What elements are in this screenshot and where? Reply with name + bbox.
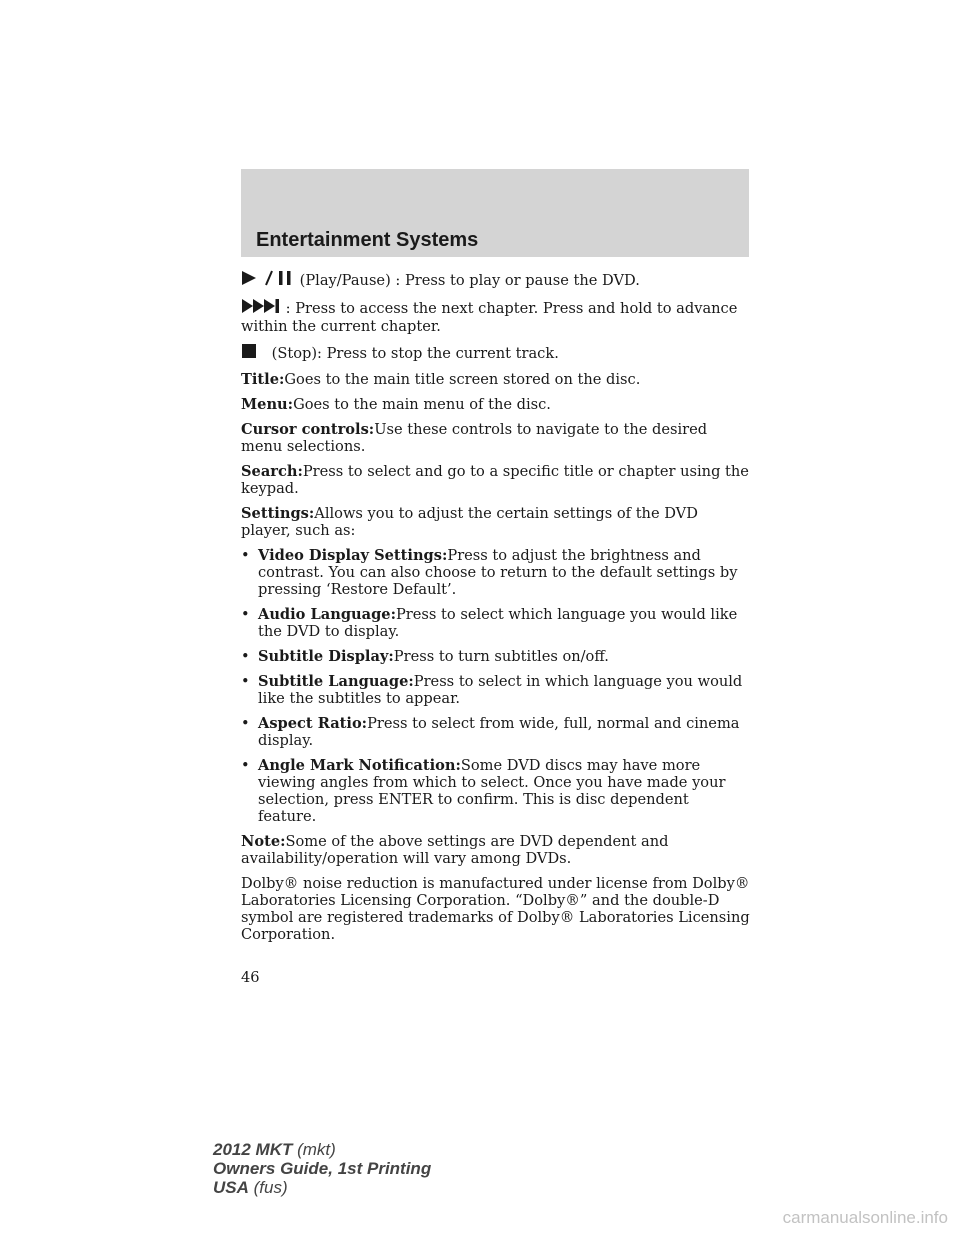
list-item-label: Subtitle Display: bbox=[258, 648, 394, 665]
list-item-text: Press to adjust the brightness and contrast. You can also choose to return to the default settings by pressing ‘Restore Default’. bbox=[258, 547, 738, 598]
footer-line-3 bbox=[213, 1178, 431, 1197]
paragraph-cursor-controls-label: Cursor controls: bbox=[241, 421, 375, 438]
page-number: 46 bbox=[241, 969, 260, 986]
footer-model-code: (mkt) bbox=[297, 1140, 336, 1159]
paragraph-menu-text: Goes to the main menu of the disc. bbox=[293, 396, 551, 413]
list-item bbox=[241, 715, 751, 749]
footer-model: 2012 MKT bbox=[213, 1140, 293, 1159]
list-item bbox=[241, 648, 751, 665]
paragraph-cursor-controls bbox=[241, 421, 751, 455]
note-paragraph bbox=[241, 833, 751, 867]
paragraph-settings-label: Settings: bbox=[241, 505, 315, 522]
bullet: • bbox=[241, 673, 250, 690]
control-play-pause bbox=[241, 270, 751, 290]
play-pause-icon bbox=[241, 270, 295, 290]
control-stop-text: (Stop): Press to stop the current track. bbox=[271, 345, 559, 362]
next-chapter-icon bbox=[241, 298, 281, 318]
paragraph-settings-text: Allows you to adjust the certain settings of the DVD player, such as: bbox=[241, 505, 698, 539]
dolby-paragraph: Dolby® noise reduction is manufactured under license from Dolby® Laboratories Licensing Corporation. “Dolby®” and the double-D symbol are registered trademarks of Dolby® Laboratories Licensing Corporation. bbox=[241, 875, 750, 943]
paragraph-search-text: Press to select and go to a specific title or chapter using the keypad. bbox=[241, 463, 749, 497]
section-title: Entertainment Systems bbox=[256, 229, 479, 251]
section-header-band bbox=[241, 169, 749, 257]
list-item-text: Press to turn subtitles on/off. bbox=[393, 648, 609, 665]
list-item-text: Press to select from wide, full, normal and cinema display. bbox=[258, 715, 740, 749]
paragraph-search-label: Search: bbox=[241, 463, 303, 480]
list-item-label: Subtitle Language: bbox=[258, 673, 414, 690]
footer-market-code: (fus) bbox=[253, 1178, 288, 1197]
paragraph-title-text: Goes to the main title screen stored on the disc. bbox=[284, 371, 641, 388]
control-next-chapter-text: : Press to access the next chapter. Press and hold to advance within the current chapter. bbox=[241, 300, 738, 335]
list-item bbox=[241, 757, 751, 825]
paragraph-menu bbox=[241, 396, 751, 413]
bullet: • bbox=[241, 757, 250, 774]
list-item-label: Angle Mark Notification: bbox=[258, 757, 461, 774]
list-item-label: Audio Language: bbox=[258, 606, 396, 623]
print-footer bbox=[213, 1140, 431, 1197]
bullet: • bbox=[241, 547, 250, 564]
paragraph-search bbox=[241, 463, 751, 497]
bullet: • bbox=[241, 648, 250, 665]
paragraph-settings bbox=[241, 505, 751, 539]
list-item-text: Press to select in which language you would like the subtitles to appear. bbox=[258, 673, 743, 707]
list-item bbox=[241, 673, 751, 707]
list-item-text: Some DVD discs may have more viewing angles from which to select. Once you have made your selection, press ENTER to confirm. This is disc dependent feature. bbox=[258, 757, 726, 825]
list-item bbox=[241, 547, 751, 598]
note-text: Some of the above settings are DVD dependent and availability/operation will vary among DVDs. bbox=[241, 833, 669, 867]
page-content bbox=[241, 270, 751, 951]
list-item-label: Video Display Settings: bbox=[258, 547, 448, 564]
control-stop bbox=[241, 343, 751, 363]
list-item bbox=[241, 606, 751, 640]
bullet: • bbox=[241, 606, 250, 623]
stop-icon bbox=[241, 343, 267, 363]
footer-line-1 bbox=[213, 1140, 431, 1159]
bullet: • bbox=[241, 715, 250, 732]
paragraph-menu-label: Menu: bbox=[241, 396, 294, 413]
paragraph-cursor-controls-text: Use these controls to navigate to the desired menu selections. bbox=[241, 421, 708, 455]
list-item-label: Aspect Ratio: bbox=[258, 715, 368, 732]
list-item-text: Press to select which language you would like the DVD to display. bbox=[258, 606, 738, 640]
control-next-chapter bbox=[241, 298, 751, 335]
paragraph-title bbox=[241, 371, 751, 388]
watermark: carmanualsonline.info bbox=[782, 1208, 948, 1227]
control-play-pause-text: (Play/Pause) : Press to play or pause the DVD. bbox=[299, 272, 640, 289]
settings-list bbox=[241, 547, 751, 825]
paragraph-title-label: Title: bbox=[241, 371, 285, 388]
note-label: Note: bbox=[241, 833, 286, 850]
footer-line-2: Owners Guide, 1st Printing bbox=[213, 1159, 432, 1178]
footer-market: USA bbox=[213, 1178, 249, 1197]
